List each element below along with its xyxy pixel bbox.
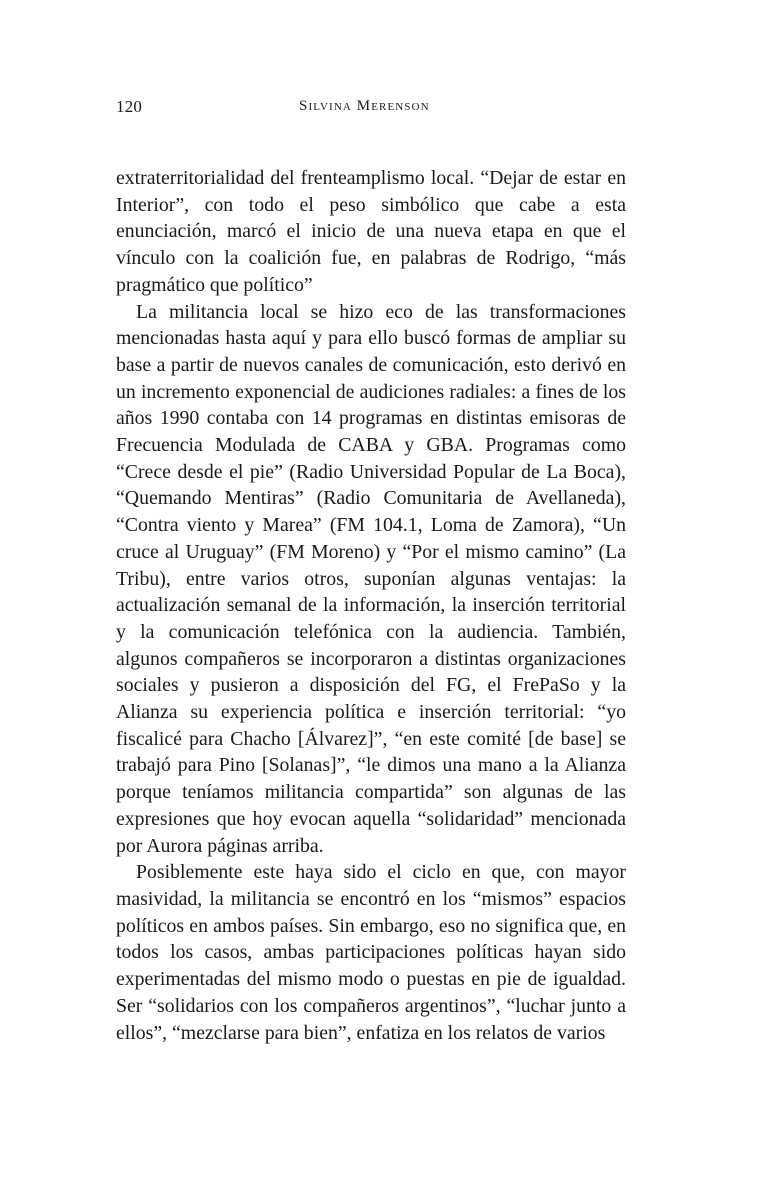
paragraph: La militancia local se hizo eco de las transformaciones mencionadas hasta aquí y para ello buscó formas de ampliar su base a partir de nuevos canales de comunicación, esto derivó en un incremento exponencial de audiciones radiales: a fines de los años 1990 contaba con 14 programas en distintas emisoras de Frecuencia Modulada de CABA y GBA. Programas como “Crece desde el pie” (Radio Universidad Popular de La Boca), “Quemando Mentiras” (Radio Comunitaria de Avellaneda), “Contra viento y Marea” (FM 104.1, Loma de Zamora), “Un cruce al Uruguay” (FM Moreno) y “Por el mismo camino” (La Tribu), entre varios otros, suponían algunas ventajas: la actualización semanal de la información, la inserción territorial y la comunicación telefónica con la audiencia. También, algunos compañeros se incorporaron a distintas organizaciones sociales y pusieron a disposición del FG, el FrePaSo y la Alianza su experiencia política e inserción territorial: “yo fiscalicé para Chacho [Álvarez]”, “en este comité [de base] se trabajó para Pino [Solanas]”, “le dimos una mano a la Alianza porque teníamos militancia compartida” son algunas de las expresiones que hoy evocan aquella “solidaridad” mencionada por Aurora páginas arriba. [116, 300, 626, 857]
running-title-author: Silvina Merenson [299, 98, 430, 114]
paragraph: Posiblemente este haya sido el ciclo en que, con mayor masividad, la militancia se encontró en los “mismos” espacios políticos en ambos países. Sin embargo, eso no significa que, en todos los casos, ambas participaciones políticas hayan sido experimentadas del mismo modo o puestas en pie de igualdad. Ser “solidarios con los compañeros argentinos”, “luchar junto a ellos”, “mezclarse para bien”, enfatiza en los relatos de varios [116, 861, 626, 1044]
running-header [116, 97, 626, 121]
page-number: 120 [116, 97, 143, 116]
body-text [116, 165, 626, 1046]
paragraph-continuation: extraterritorialidad del frenteamplismo local. “Dejar de estar en Interior”, con todo el peso simbólico que cabe a esta enunciación, marcó el inicio de una nueva etapa en que el vínculo con la coalición fue, en palabras de Rodrigo, “más pragmático que político” [116, 167, 626, 296]
